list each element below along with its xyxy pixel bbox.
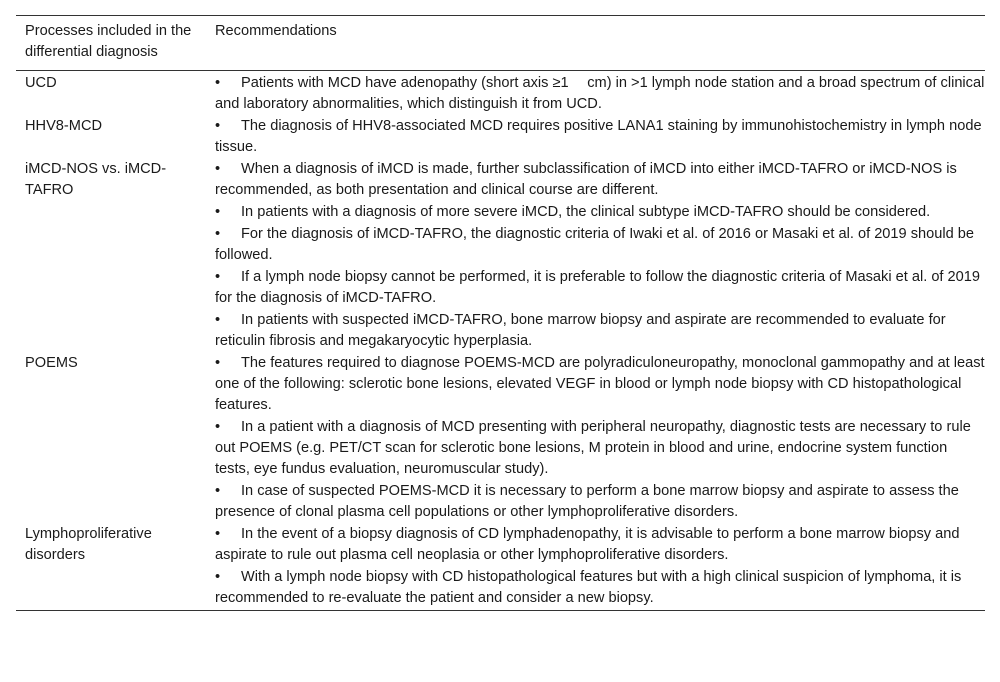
bullet-icon: • (215, 161, 221, 177)
recommendation-item (215, 73, 985, 115)
bullet-icon: • (215, 75, 221, 91)
recommendation-item (215, 116, 985, 158)
recommendation-item (215, 202, 985, 223)
recommendation-item (215, 524, 985, 566)
recommendation-text: When a diagnosis of iMCD is made, further subclassification of iMCD into either iMCD-TAFRO or iMCD-NOS is recommended, as both presentation and clinical course are different. (215, 161, 957, 198)
recommendations-cell (205, 73, 985, 116)
recommendation-text: In case of suspected POEMS-MCD it is necessary to perform a bone marrow biopsy and aspirate to assess the presence of clonal plasma cell populations or other lymphoproliferative disorders. (215, 483, 959, 520)
bullet-icon: • (215, 226, 221, 242)
header-recommendations: Recommendations (215, 23, 337, 39)
bullet-icon: • (215, 419, 221, 435)
table-row (16, 71, 985, 116)
bullet-icon: • (215, 483, 221, 499)
table-row (16, 524, 985, 610)
recommendation-item (215, 353, 985, 416)
recommendation-text: With a lymph node biopsy with CD histopathological features but with a high clinical suspicion of lymphoma, it is recommended to re-evaluate the patient and consider a new biopsy. (215, 569, 962, 606)
recommendation-item (215, 567, 985, 609)
bullet-icon: • (215, 269, 221, 285)
recommendation-item (215, 267, 985, 309)
recommendation-item (215, 481, 985, 523)
recommendations-cell (205, 159, 985, 353)
table-header (16, 16, 985, 71)
bullet-icon: • (215, 118, 221, 134)
process-cell: Lymphoproliferative disorders (25, 526, 152, 563)
table-body (16, 71, 985, 610)
table-row (16, 116, 985, 159)
recommendations-cell (205, 116, 985, 159)
recommendation-text: In patients with suspected iMCD-TAFRO, bone marrow biopsy and aspirate are recommended to evaluate for reticulin fibrosis and megakaryocytic hyperplasia. (215, 312, 946, 349)
process-cell: HHV8-MCD (25, 118, 103, 134)
recommendation-text: The diagnosis of HHV8-associated MCD requires positive LANA1 staining by immunohistochemistry in lymph node tissue. (215, 118, 982, 155)
recommendation-text: For the diagnosis of iMCD-TAFRO, the diagnostic criteria of Iwaki et al. of 2016 or Masaki et al. of 2019 should be followed. (215, 226, 975, 263)
recommendations-cell (205, 524, 985, 610)
process-cell: POEMS (25, 355, 78, 371)
bullet-icon: • (215, 569, 221, 585)
table-row (16, 159, 985, 353)
recommendation-item (215, 417, 985, 480)
recommendation-text: The features required to diagnose POEMS-MCD are polyradiculoneuropathy, monoclonal gammopathy and at least one of the following: sclerotic bone lesions, elevated VEGF in blood or lymph node biopsy with CD histopathological features. (215, 355, 985, 413)
recommendation-text: In patients with a diagnosis of more severe iMCD, the clinical subtype iMCD-TAFRO should be considered. (241, 204, 931, 220)
table-row (16, 353, 985, 524)
header-processes: Processes included in the differential diagnosis (25, 23, 192, 60)
bullet-icon: • (215, 526, 221, 542)
recommendation-text: In the event of a biopsy diagnosis of CD lymphadenopathy, it is advisable to perform a bone marrow biopsy and aspirate to rule out plasma cell neoplasia or other lymphoproliferative disorders. (215, 526, 960, 563)
bullet-icon: • (215, 355, 221, 371)
process-cell: iMCD-NOS vs. iMCD-TAFRO (25, 161, 167, 198)
recommendation-item (215, 224, 985, 266)
recommendation-item (215, 310, 985, 352)
recommendations-cell (205, 353, 985, 524)
recommendation-text: In a patient with a diagnosis of MCD presenting with peripheral neuropathy, diagnostic tests are necessary to rule out POEMS (e.g. PET/CT scan for sclerotic bone lesions, M protein in blood and urine, endocrine system function tests, eye fundus evaluation, neuromuscular study). (215, 419, 971, 477)
bullet-icon: • (215, 312, 221, 328)
recommendation-text: If a lymph node biopsy cannot be performed, it is preferable to follow the diagnostic criteria of Masaki et al. of 2019 for the diagnosis of iMCD-TAFRO. (215, 269, 981, 306)
recommendations-table (16, 15, 985, 611)
bullet-icon: • (215, 204, 221, 220)
recommendation-text: Patients with MCD have adenopathy (short axis ≥1 cm) in >1 lymph node station and a broad spectrum of clinical and laboratory abnormalities, which distinguish it from UCD. (215, 75, 985, 112)
recommendation-item (215, 159, 985, 201)
process-cell: UCD (25, 75, 57, 91)
